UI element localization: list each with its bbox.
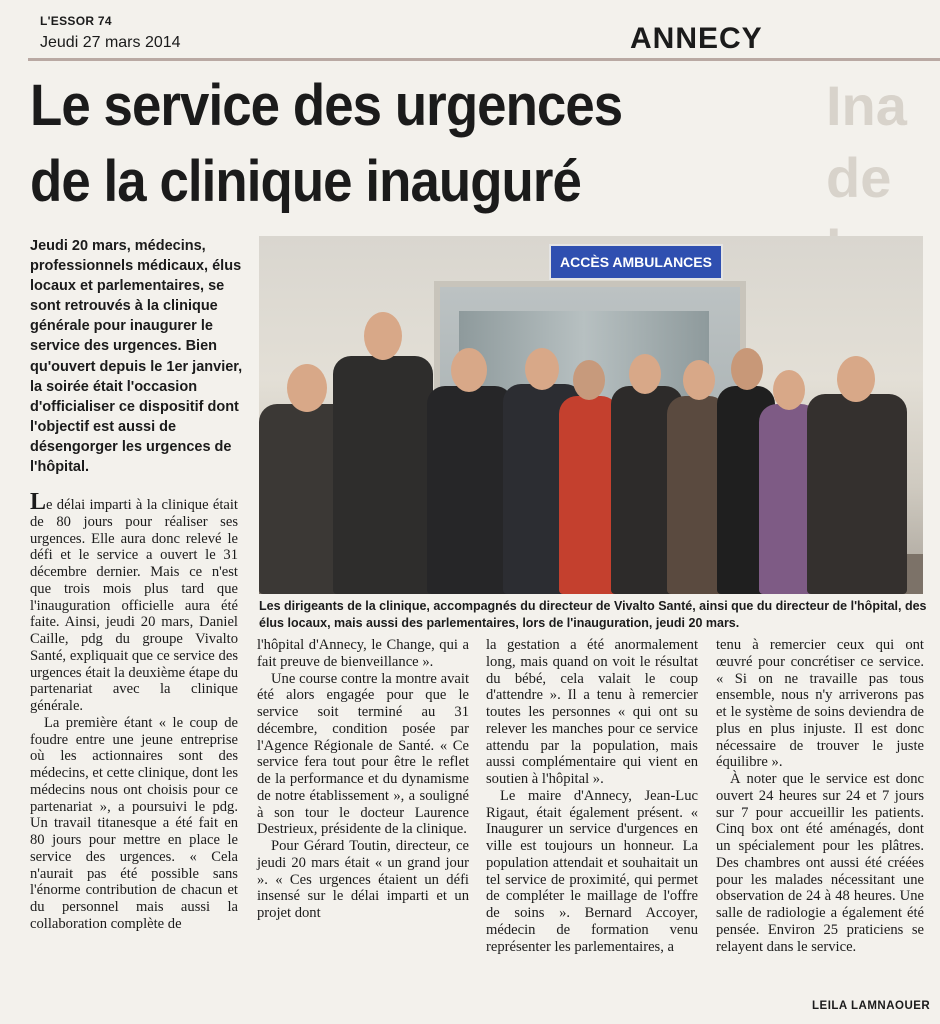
article-column-3: [486, 637, 698, 955]
column-paragraph: tenu à remercier ceux qui ont œuvré pour concrétiser ce service. « Si on ne travaille pas tous ensemble, nous n'y arriverons pas et le système de soins deviendra de plus en plus injuste. Il est donc nécessaire de trouver le juste équilibre ».: [716, 637, 924, 771]
photo-head: [837, 356, 875, 402]
headline: [30, 68, 849, 220]
publication-name: L'ESSOR 74: [40, 14, 112, 28]
author-byline: LEILA LAMNAOUER: [812, 1000, 931, 1012]
column-paragraph: l'hôpital d'Annecy, le Change, qui a fait preuve de bienveillance ».: [257, 637, 469, 670]
column-paragraph: la gestation a été anormalement long, mais quand on voit le résultat du bébé, cela valait le coup d'attendre ». Il a tenu à remercier toutes les personnes « qui ont su relever les manches pour ce service attendu par la population, mais aussi complémentaire qui vient en soutien à l'hôpital ».: [486, 637, 698, 787]
photo-ambulance-sign: ACCÈS AMBULANCES: [549, 244, 723, 280]
photo-head: [451, 348, 487, 392]
column-paragraph: À noter que le service est donc ouvert 24 heures sur 24 et 7 jours sur 7 pour accueillir les patients. Cinq box ont été aménagés, dont un spécialement pour les plâtres. Des chambres ont aussi été créées pour les malades nécessitant une observation de 24 à 48 heures. Une salle de radiologie a également été pensée. Environ 25 praticiens se relayent dans le service.: [716, 771, 924, 955]
photo-person: [559, 396, 619, 594]
photo-person: [427, 386, 513, 594]
headline-line-2: de la clinique inauguré: [30, 149, 581, 214]
headline-line-1: Le service des urgences: [30, 73, 623, 138]
photo-head: [773, 370, 805, 410]
photo-person: [333, 356, 433, 594]
column-paragraph: La première étant « le coup de foudre entre une jeune entreprise où les actionnaires sont des médecins, et cette clinique, dont les médecins nous ont choisis pour ce partenariat », a poursuivi le pdg. Un travail titanesque a été fait en 80 jours pour mettre en place le service des urgences. « Cela n'aurait pas été possible sans l'énorme contribution de chacun et du personnel mais aussi la collaboration complète de: [30, 714, 238, 932]
photo-head: [573, 360, 605, 400]
column-paragraph: Le maire d'Annecy, Jean-Luc Rigaut, était également présent. « Inaugurer un service d'urgences en ville est toujours un honneur. La population attendait et souhaitait un tel service de proximité, qui permet de compléter le maillage de l'offre de soins ». Bernard Accoyer, médecin de formation venu représenter les parlementaires, a: [486, 787, 698, 955]
column-paragraph: [30, 489, 238, 715]
lead-paragraph: Jeudi 20 mars, médecins, professionnels médicaux, élus locaux et parlementaires, se sont retrouvés à la clinique générale pour inaugurer le service des urgences. Bien qu'ouvert depuis le 1er janvier, la soirée était l'occasion d'officialiser ce dispositif dont l'objectif est aussi de désengorger les urgences de l'hôpital.: [30, 238, 243, 476]
photo-head: [287, 364, 327, 412]
photo-head: [731, 348, 763, 390]
paragraph-text: e délai imparti à la clinique était de 80 jours pour réaliser ses urgences. Elle aura donc relevé le défi et le service a ouvert le 31 décembre dernier. Mais ce n'est que trois mois plus tard que l'inauguration officielle aura été faite. Ainsi, jeudi 20 mars, Daniel Caille, pdg du groupe Vivalto Santé, expliquait que ce service des urgences était la deuxième étape du partenariat avec la clinique générale.: [30, 497, 238, 714]
article-column-1: [30, 489, 238, 933]
inauguration-photo: [259, 236, 923, 594]
column-paragraph: Pour Gérard Toutin, directeur, ce jeudi 20 mars était « un grand jour ». « Ces urgences étaient un défi insensé sur le délai imparti et un projet dont: [257, 838, 469, 921]
photo-head: [364, 312, 402, 360]
photo-head: [525, 348, 559, 390]
section-title: ANNECY: [630, 22, 763, 55]
photo-person: [807, 394, 907, 594]
column-paragraph: Une course contre la montre avait été alors engagée pour que le service soit terminé au 31 décembre, condition posée par l'Agence Régionale de Santé. « Ce service fera tout pour être le reflet de la performance et du dynamisme de notre établissement », a souligné à son tour le docteur Laurence Destrieux, présidente de la clinique.: [257, 670, 469, 838]
article-column-2: [257, 637, 469, 922]
header-rule: [28, 58, 940, 61]
photo-head: [629, 354, 661, 394]
issue-date: Jeudi 27 mars 2014: [40, 34, 181, 51]
photo-head: [683, 360, 715, 400]
article-column-4: [716, 637, 924, 955]
bleed-through-text: Ina de: [826, 74, 907, 209]
drop-cap: L: [30, 489, 47, 515]
photo-caption: Les dirigeants de la clinique, accompagnés du directeur de Vivalto Santé, ainsi que du directeur de l'hôpital, des élus locaux, mais aussi des parlementaires, lors de l'inauguration, jeudi 20 mars.: [259, 599, 927, 630]
